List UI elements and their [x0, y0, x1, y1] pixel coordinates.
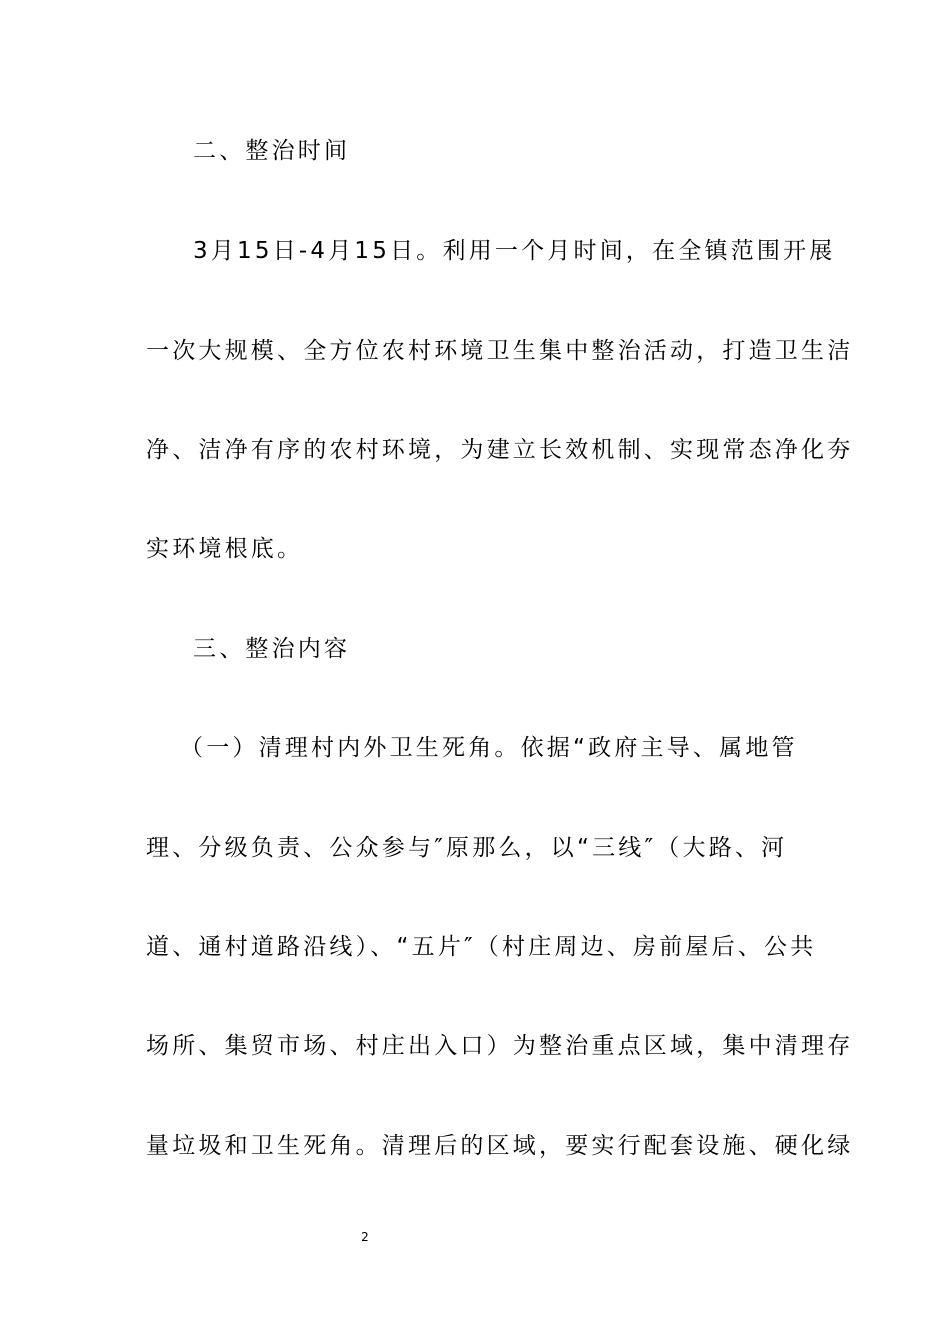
paragraph-line: 一次大规模、全方位农村环境卫生集中整治活动，打造卫生洁 [146, 338, 854, 364]
paragraph-line: 道、通村道路沿线）、“五片″（村庄周边、房前屋后、公共 [146, 934, 817, 960]
paragraph-line: 理、分级负责、公众参与″原那么，以“三线″（大路、河 [146, 835, 788, 861]
section-heading-content: 三、整治内容 [193, 636, 351, 662]
section-heading-time: 二、整治时间 [193, 138, 351, 164]
paragraph-line: 实环境根底。 [146, 536, 304, 562]
page-number: 2 [361, 1230, 369, 1244]
paragraph-line: （一）清理村内外卫生死角。依据“政府主导、属地管 [180, 735, 798, 761]
paragraph-line: 场所、集贸市场、村庄出入口）为整治重点区域，集中清理存 [146, 1033, 854, 1059]
paragraph-line: 3月15日-4月15日。利用一个月时间，在全镇范围开展 [193, 238, 836, 264]
paragraph-line: 量垃圾和卫生死角。清理后的区域，要实行配套设施、硬化绿 [146, 1133, 854, 1159]
paragraph-line: 净、洁净有序的农村环境，为建立长效机制、实现常态净化夯 [146, 437, 854, 463]
